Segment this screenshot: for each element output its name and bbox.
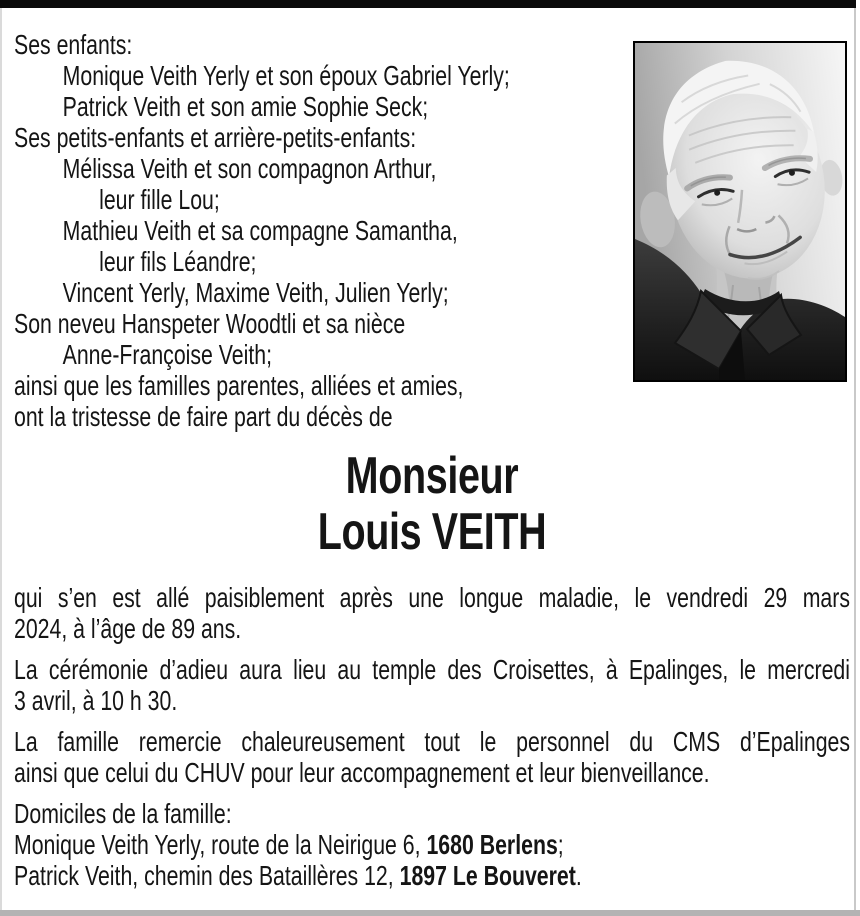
ceremony-line: La cérémonie d’adieu aura lieu au temple des Croisettes, à Epalinges, le mercredi: [14, 654, 850, 685]
portrait-photo: [633, 41, 847, 382]
top-rule: [0, 0, 856, 8]
family-line: Anne-Françoise Veith;: [62, 339, 273, 370]
family-line: Son neveu Hanspeter Woodtli et sa nièce: [14, 308, 406, 339]
family-line: Patrick Veith et son amie Sophie Seck;: [62, 91, 429, 122]
family-line: Ses enfants:: [14, 29, 133, 60]
address-text: Patrick Veith, chemin des Bataillères 12,: [14, 860, 400, 891]
thanks-line: La famille remercie chaleureusement tout le personnel du CMS d’Epalinges: [14, 726, 850, 757]
address-line: [14, 860, 850, 891]
domiciles-paragraph: [14, 798, 850, 891]
bottom-rule: [0, 910, 860, 916]
family-line: Vincent Yerly, Maxime Veith, Julien Yerly;: [62, 277, 449, 308]
death-paragraph: [14, 582, 850, 644]
title-salutation: Monsieur: [345, 447, 519, 505]
address-locality: 1680 Berlens: [426, 829, 558, 860]
family-line: leur fille Lou;: [99, 184, 220, 215]
left-edge-rule: [0, 8, 2, 910]
thanks-line: ainsi que celui du CHUV pour leur accompagnement et leur bienveillance.: [14, 757, 710, 788]
address-punctuation: .: [575, 860, 582, 891]
address-punctuation: ;: [557, 829, 564, 860]
thanks-paragraph: [14, 726, 850, 788]
address-text: Monique Veith Yerly, route de la Neirigue 6,: [14, 829, 427, 860]
family-line: Mélissa Veith et son compagnon Arthur,: [62, 153, 437, 184]
deceased-name: Louis VEITH: [317, 503, 547, 561]
death-line: 2024, à l’âge de 89 ans.: [14, 613, 242, 644]
deceased-title-block: [14, 448, 850, 560]
address-line: [14, 829, 850, 860]
family-line: Ses petits-enfants et arrière-petits-enfants:: [14, 122, 417, 153]
family-line: ainsi que les familles parentes, alliées et amies,: [14, 370, 464, 401]
family-line: Monique Veith Yerly et son époux Gabriel Yerly;: [62, 60, 510, 91]
family-line: leur fils Léandre;: [99, 246, 257, 277]
family-line: Mathieu Veith et sa compagne Samantha,: [62, 215, 458, 246]
address-locality: 1897 Le Bouveret: [399, 860, 576, 891]
family-line: ont la tristesse de faire part du décès de: [14, 401, 393, 432]
ceremony-paragraph: [14, 654, 850, 716]
ceremony-line: 3 avril, à 10 h 30.: [14, 685, 178, 716]
portrait-illustration: [635, 43, 845, 380]
domiciles-heading: Domiciles de la famille:: [14, 798, 232, 829]
death-line: qui s’en est allé paisiblement après une longue maladie, le vendredi 29 mars: [14, 582, 850, 613]
